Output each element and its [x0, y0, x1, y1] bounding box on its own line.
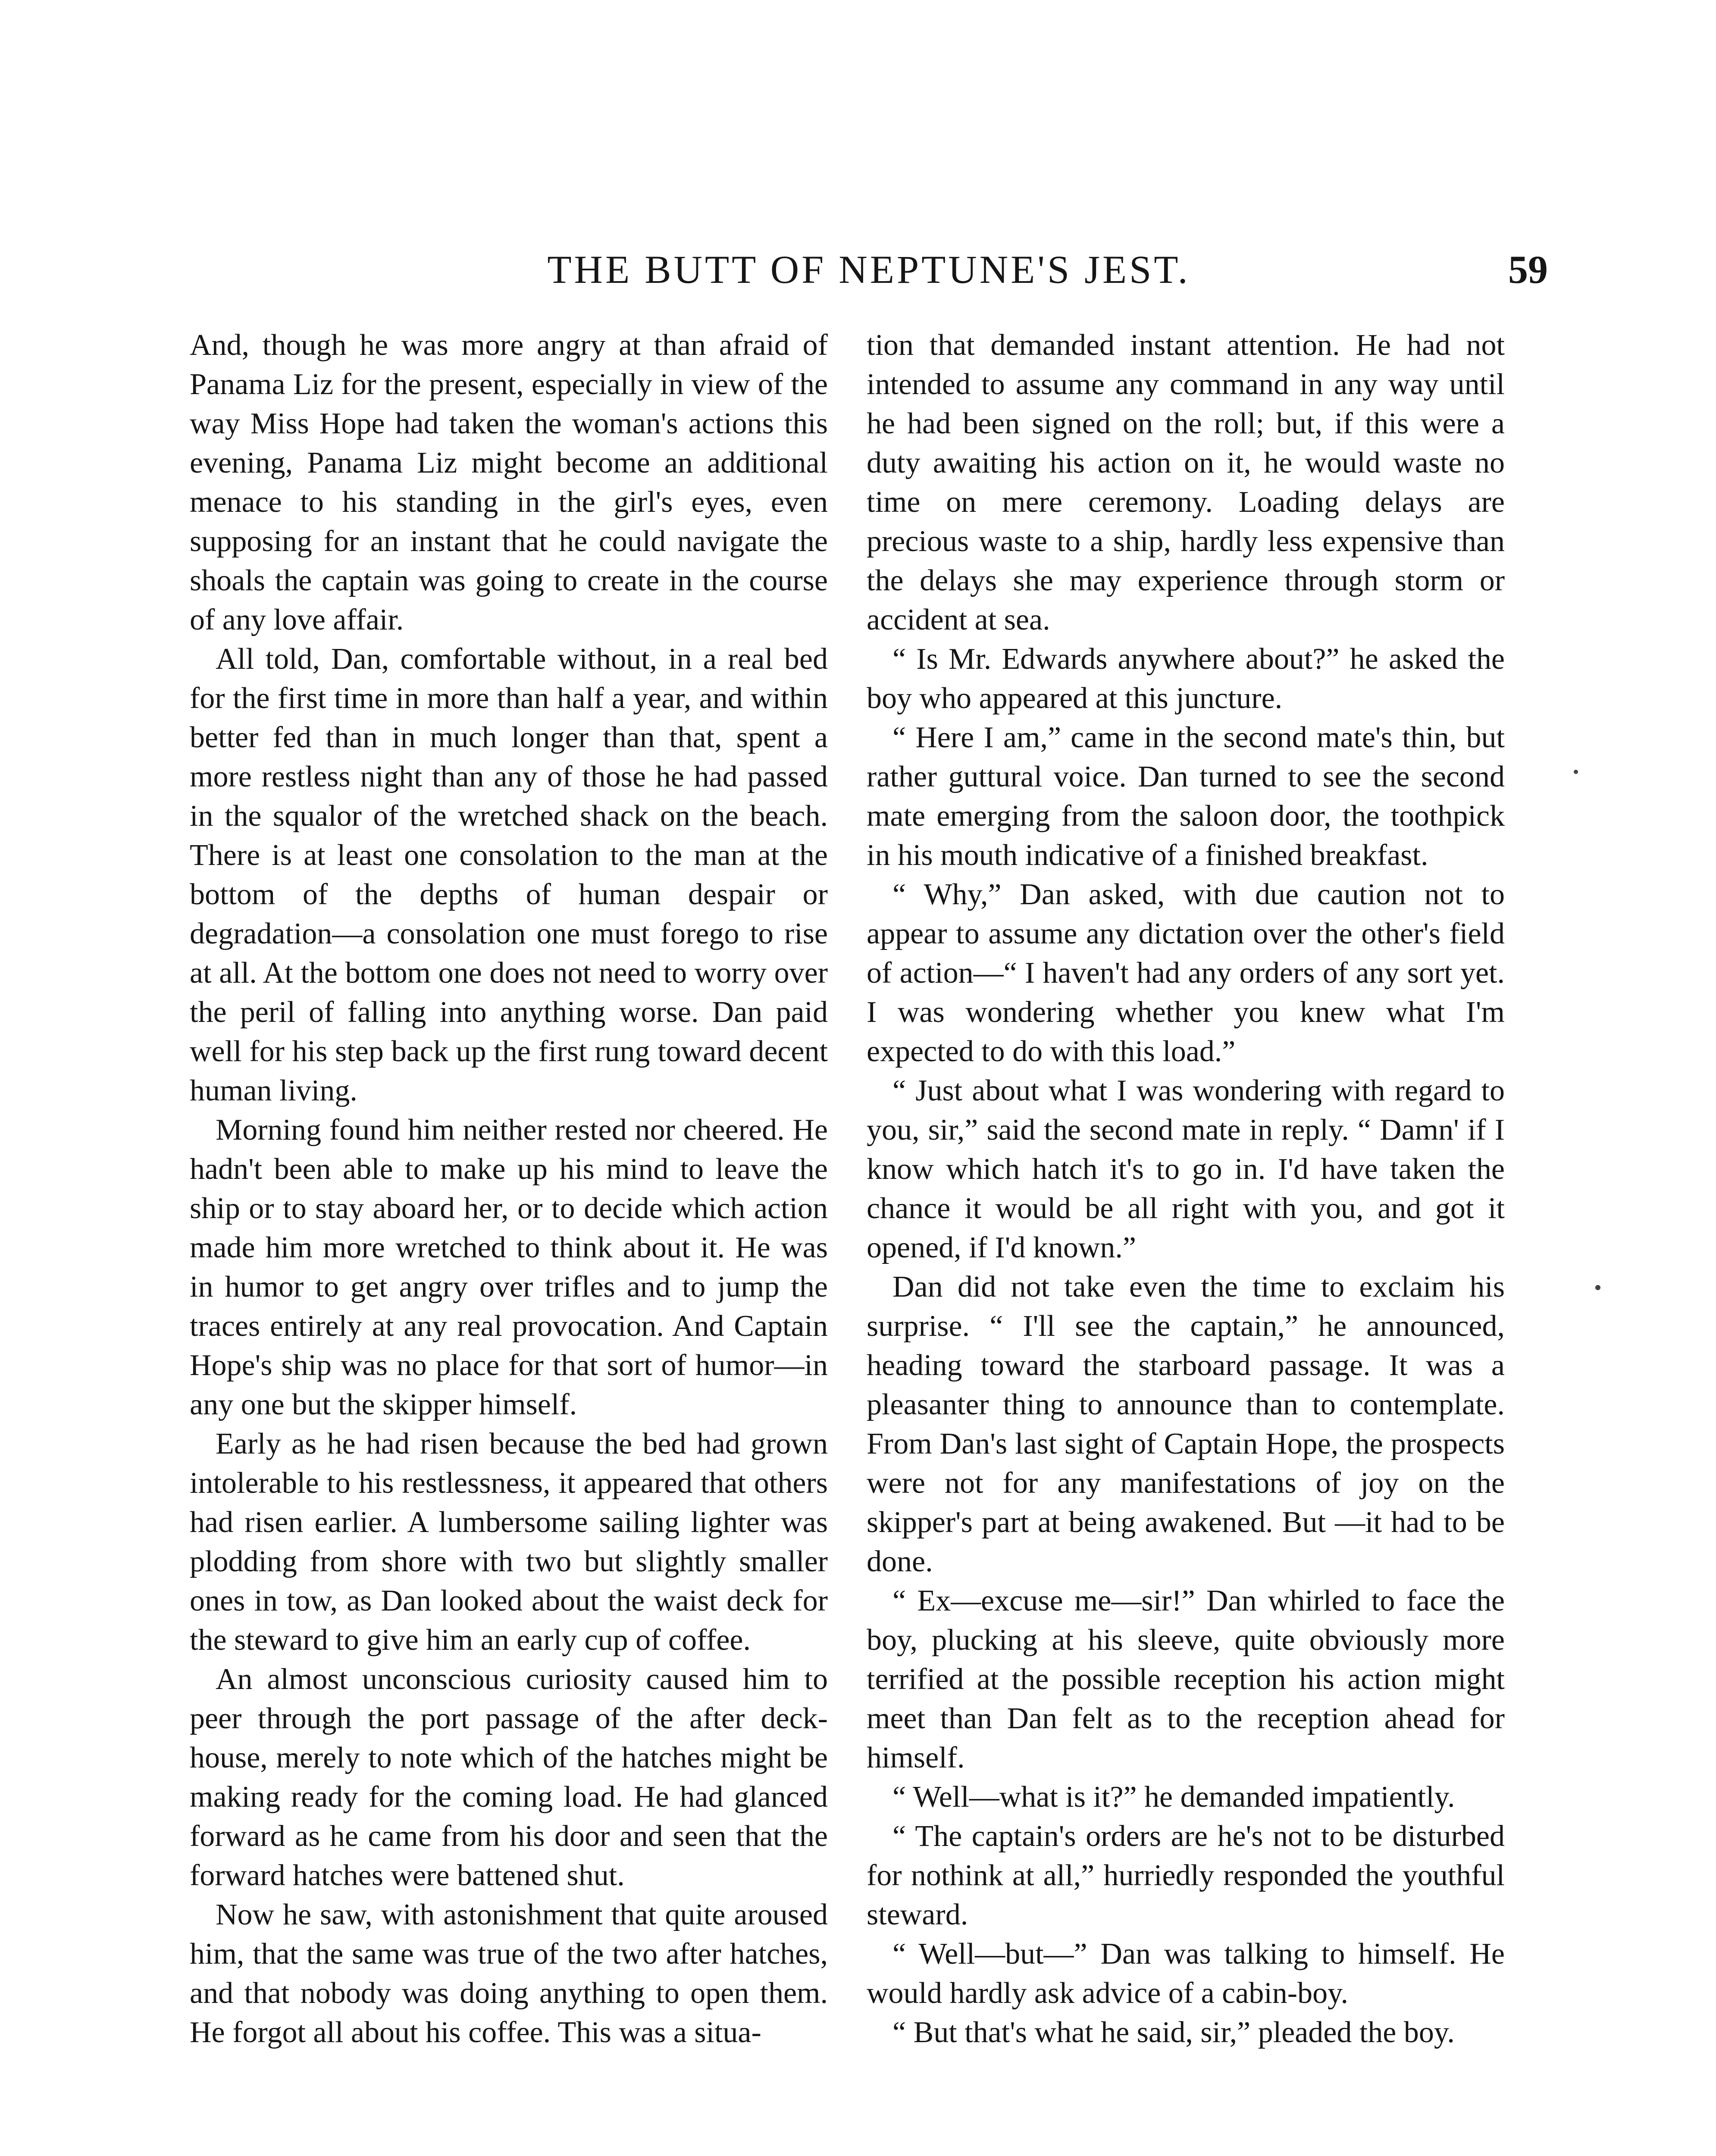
paragraph: And, though he was more angry at than afraid of Panama Liz for the present, especially in view of the way Miss Hope had taken the woman's actions this evening, Panama Liz might become an additional menace to his standing in the girl's eyes, even supposing for an instant that he could navigate the shoals the captain was going to create in the course of any love affair. — [190, 329, 828, 636]
left-column — [190, 326, 828, 2052]
paragraph: “ Why,” Dan asked, with due caution not to appear to assume any dictation over the other's field of action—“ I haven't had any orders of any sort yet. I was wondering whether you knew what I'm expected to do with this load.” — [867, 878, 1505, 1068]
paragraph: “ But that's what he said, sir,” pleaded the boy. — [892, 2016, 1455, 2049]
print-speck — [1574, 770, 1578, 774]
paragraph: “ Here I am,” came in the second mate's thin, but rather guttural voice. Dan turned to see the second mate emerging from the saloon door, the toothpick in his mouth indicative of a finished breakfast. — [867, 721, 1505, 872]
running-title: THE BUTT OF NEPTUNE'S JEST. — [547, 248, 1190, 291]
paragraph: tion that demanded instant attention. He had not intended to assume any command in any way until he had been signed on the roll; but, if this were a duty awaiting his action on it, he would waste no time on mere ceremony. Loading delays are precious waste to a ship, hardly less expensive than the delays she may experience through storm or accident at sea. — [867, 329, 1505, 636]
right-column — [867, 326, 1505, 2052]
paragraph: “ Well—but—” Dan was talking to himself. He would hardly ask advice of a cabin-boy. — [867, 1937, 1505, 2010]
paragraph: Dan did not take even the time to exclaim his surprise. “ I'll see the captain,” he announced, heading toward the starboard passage. It was a pleasanter thing to announce than to contemplate. From Dan's last sight of Captain Hope, the prospects were not for any manifestations of joy on the skipper's part at being awakened. But —it had to be done. — [867, 1270, 1505, 1578]
running-header — [190, 244, 1548, 295]
paragraph: “ Is Mr. Edwards anywhere about?” he asked the boy who appeared at this juncture. — [867, 642, 1505, 715]
paragraph: Morning found him neither rested nor cheered. He hadn't been able to make up his mind to leave the ship or to stay aboard her, or to decide which action made him more wretched to think about it. He was in humor to get angry over trifles and to jump the traces entirely at any real provocation. And Captain Hope's ship was no place for that sort of humor—in any one but the skipper himself. — [190, 1113, 828, 1421]
paragraph: Now he saw, with astonishment that quite aroused him, that the same was true of the two after hatches, and that nobody was doing anything to open them. He forgot all about his coffee. This was a situa- — [190, 1898, 828, 2049]
paragraph: “ Just about what I was wondering with regard to you, sir,” said the second mate in reply. “ Damn' if I know which hatch it's to go in. I'd have taken the chance it would be all right with you, and got it opened, if I'd known.” — [867, 1074, 1505, 1264]
paragraph: “ The captain's orders are he's not to be disturbed for nothink at all,” hurriedly responded the youthful steward. — [867, 1820, 1505, 1931]
paragraph: All told, Dan, comfortable without, in a real bed for the first time in more than half a year, and within better fed than in much longer than that, spent a more restless night than any of those he had passed in the squalor of the wretched shack on the beach. There is at least one consolation to the man at the bottom of the depths of human despair or degradation—a consolation one must forego to rise at all. At the bottom one does not need to worry over the peril of falling into anything worse. Dan paid well for his step back up the first rung toward decent human living. — [190, 642, 828, 1107]
paragraph: “ Well—what is it?” he demanded impatiently. — [892, 1780, 1455, 1814]
print-speck — [1595, 1285, 1600, 1290]
paragraph: “ Ex—excuse me—sir!” Dan whirled to face the boy, plucking at his sleeve, quite obviously more terrified at the possible reception his action might meet than Dan felt as to the reception ahead for himself. — [867, 1584, 1505, 1774]
page-number: 59 — [1508, 248, 1548, 291]
paragraph: Early as he had risen because the bed had grown intolerable to his restlessness, it appeared that others had risen earlier. A lumbersome sailing lighter was plodding from shore with two but slightly smaller ones in tow, as Dan looked about the waist deck for the steward to give him an early cup of coffee. — [190, 1427, 828, 1657]
paragraph: An almost unconscious curiosity caused him to peer through the port passage of the after deck-house, merely to note which of the hatches might be making ready for the coming load. He had glanced forward as he came from his door and seen that the forward hatches were battened shut. — [190, 1663, 828, 1892]
